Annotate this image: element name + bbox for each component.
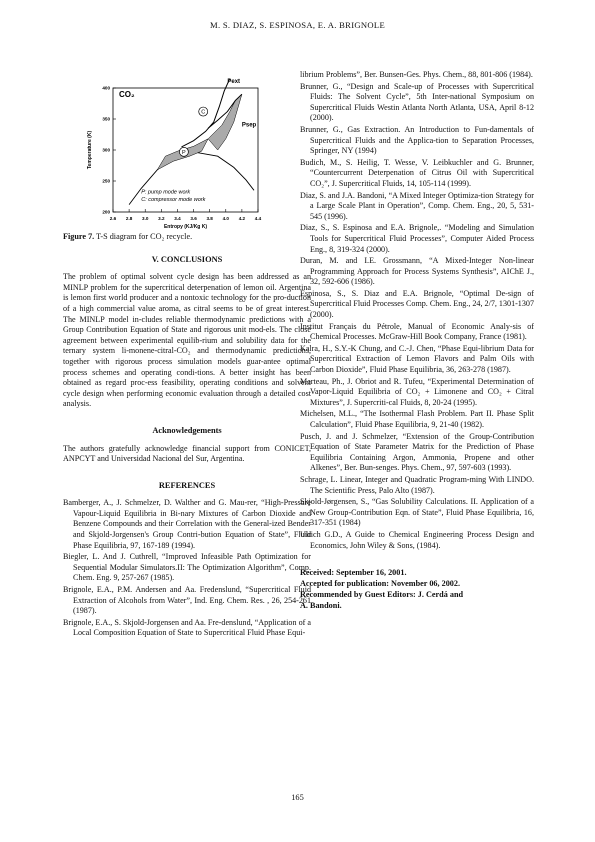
y-tick-label: 300 xyxy=(102,147,110,153)
running-header: M. S. DIAZ, S. ESPINOSA, E. A. BRIGNOLE xyxy=(210,20,385,30)
legend-compressor: C: compressor mode work xyxy=(141,196,206,203)
accepted-line: Accepted for publication: November 06, 2002. xyxy=(300,579,461,589)
reference-item: Pusch, J. and J. Schmelzer, “Extension of the Group-Contribution Equation of State Parameter Matrix for the Prediction of Phase Equilibria Containing Argon, Ammonia, Propene and other Alkenes”, Ber. Bun-senges. Phys. Chem., 97, 597-603 (1993). xyxy=(300,431,534,473)
reference-item: Biegler, L. And J. Cuthrell, “Improved Infeasible Path Optimization for Sequential Modular Simulators.II: The Optimization Algorithm”, Comp. Chem. Eng. 9, 257-267 (1985). xyxy=(63,552,311,583)
recommended-line: Recommended by Guest Editors: J. Cerdá and xyxy=(300,590,464,600)
x-tick-label: 2.6 xyxy=(109,216,117,221)
reference-item: Ulrich G.D., A Guide to Chemical Engineering Process Design and Economics, John Wiley & Sons, (1984). xyxy=(300,529,534,550)
y-tick-label: 350 xyxy=(102,116,110,122)
y-tick-label: 200 xyxy=(102,209,110,215)
reference-item: Brunner, G., “Design and Scale-up of Processes with Supercritical Fluids: The Solvent Cycle”, 5th Inter-national Symposium on Supercritical Fluids Westin Atlanta North Atlanta, USA, April 8-12 (2000). xyxy=(300,81,534,123)
x-tick-label: 3.2 xyxy=(158,216,165,221)
x-tick-label: 4.4 xyxy=(254,216,262,221)
page-number: 165 xyxy=(291,793,304,802)
ts-chart-svg xyxy=(63,70,311,230)
reference-item: Brignole, E.A., S. Skjold-Jorgensen and Aa. Fre-denslund, “Application of a Local Composition Equation of State to Supercritical Fluid Phase Equi- xyxy=(63,617,311,638)
x-tick-label: 3.8 xyxy=(206,216,213,221)
conclusions-heading: V. CONCLUSIONS xyxy=(151,254,223,264)
reference-item: librium Problems”, Ber. Bunsen-Ges. Phys. Chem., 88, 801-806 (1984). xyxy=(300,70,533,79)
figure-caption-text: T-S diagram for CO₂ recycle. xyxy=(94,232,193,241)
conclusions-text: The problem of optimal solvent cycle design has been addressed as an MINLP problem for the supercritical deterpenation of lemon oil. Argentina is lemon first world producer and a nontoxic technology for the pro-duction of a high commercial value aroma, as citral seems to be of great interest. The MINLP model in-cludes reliable thermodynamic predictions with a Group Contribution Equation of State and rigorous unit mod-els. The close agreement between experimental equilib-rium and solubility data for the ternary system li-monene-citral-CO₂ and thermodynamic predictions, together with rigorous process simulation models guar-antee optimal process schemes and operating condi-tions. A better insight has been obtained as regard proc-ess feasibility, operating conditions and solvent cycle design when performing economic evaluation through a detailed cost analysis. xyxy=(63,272,311,409)
c-label: C xyxy=(201,109,206,116)
reference-item: Marteau, Ph., J. Obriot and R. Tufeu, “Experimental Determination of Vapor-Liquid Equilibria of CO₂ + Limonene and CO₂ + Citral Mixtures”, J. Supercriti-cal Fluids, 8, 20-24 (1995). xyxy=(300,376,534,407)
reference-item: Budich, M., S. Heilig, T. Wesse, V. Leibkuchler and G. Brunner, “Countercurrent Deterpenation of Citrus Oil with Supercritical CO₂”, J. Supercritical Fluids, 14, 105-114 (1999). xyxy=(300,157,534,188)
reference-item: Espinosa, S., S. Diaz and E.A. Brignole, “Optimal De-sign of Supercritical Fluid Processes Comp. Chem. Eng., 24, 2/7, 1301-1307 (2000). xyxy=(300,288,534,320)
reference-item: Brignole, E.A., P.M. Andersen and Aa. Fredenslund, “Supercritical Fluid Extraction of Alcohols from Water”, Ind. Eng. Chem. Res. , 26, 254-261 (1987). xyxy=(63,585,311,616)
references-heading: REFERENCES xyxy=(158,480,216,490)
references-left xyxy=(63,498,311,639)
received-block xyxy=(300,567,534,611)
reference-item: Kalra, H., S.Y.-K Chung, and C.-J. Chen, “Phase Equi-librium Data for Supercritical Extraction of Lemon Flavors and Palm Oils with Carbon Dioxide”, Fluid Phase Equilibria, 36, 263-278 (1987). xyxy=(300,343,534,375)
p-label: P xyxy=(182,149,186,156)
received-line: Received: September 16, 2001. xyxy=(300,568,407,578)
right-column xyxy=(300,70,534,611)
x-tick-label: 2.8 xyxy=(125,216,133,221)
x-tick-label: 4.0 xyxy=(222,216,229,221)
y-axis-label: Temperature (K) xyxy=(87,130,93,170)
reference-item: Brunner, G., Gas Extraction. An Introduction to Fun-damentals of Supercritical Fluids and the Applica-tion to Separation Processes, Springer, NY (1994) xyxy=(300,124,534,156)
acknowledgements-text: The authors gratefully acknowledge financial support from CONICET, ANPCYT and Universidad Nacional del Sur, Argentina. xyxy=(63,443,311,464)
reference-item: Skjold-Jørgensen, S., “Gas Solubility Calculations. II. Application of a New Group-Contribution Eqn. of State”, Fluid Phase Equilibria, 16, 317-351 (1984) xyxy=(300,497,534,528)
legend-pump: P: pump mode work xyxy=(141,189,191,196)
pext-label: Pext xyxy=(227,79,241,86)
psep-label: Psep xyxy=(241,122,257,129)
recommended-line-2: A. Bandoni. xyxy=(300,601,342,611)
y-tick-label: 250 xyxy=(102,178,110,184)
x-tick-label: 4.2 xyxy=(238,216,246,221)
reference-item: Institut Français du Pétrole, Manual of Economic Analy-sis of Chemical Processes. McGraw-Hill Book Company, France (1981). xyxy=(300,321,534,342)
left-column xyxy=(63,70,311,640)
reference-item: Michelsen, M.L., “The Isothermal Flash Problem. Part II. Phase Split Calculation”, Fluid Phase Equilibria, 9, 21-40 (1982). xyxy=(300,409,534,429)
y-tick-label: 400 xyxy=(102,85,110,91)
x-axis-label: Entropy (KJ/Kg K) xyxy=(163,224,208,230)
references-right xyxy=(300,70,534,551)
x-tick-label: 3.6 xyxy=(190,216,197,221)
ts-diagram xyxy=(63,70,311,230)
reference-item: Bamberger, A., J. Schmelzer, D. Walther and G. Mau-rer, “High-Pressure Vapour-Liquid Equilibria in Bi-nary Mixtures of Carbon Dioxide and Benzene Compounds and their Correlation with the General-ized Bender and Skjold-Jorgensen's Group Contri-bution Equation of State”, Fluid Phase Equilibria, 97, 167-189 (1994). xyxy=(63,498,311,550)
acknowledgements-heading: Acknowledgements xyxy=(152,425,222,435)
reference-item: Schrage, L. Linear, Integer and Quadratic Program-ming With LINDO. The Scientific Press, Palo Alto (1987). xyxy=(300,474,534,495)
chart-title: CO₂ xyxy=(119,90,135,99)
reference-item: Diaz, S. and J.A. Bandoni, “A Mixed Integer Optimiza-tion Strategy for a Large Scale Plant in Operation”, Comp. Chem. Eng., 20, 5, 531-545 (1996). xyxy=(300,190,534,221)
figure-caption xyxy=(63,232,311,243)
x-tick-label: 3.0 xyxy=(142,216,149,221)
figure-caption-label: Figure 7. xyxy=(63,232,95,241)
reference-item: Diaz, S., S. Espinosa and E.A. Brignole,. “Modeling and Simulation Tools for Supercritical Fluid Processes”, Computer Aided Process Eng., 8, 319-324 (2000). xyxy=(300,223,534,254)
x-tick-label: 3.4 xyxy=(174,216,181,221)
reference-item: Duran, M. and I.E. Grossmann, “A Mixed-Integer Non-linear Programming Approach for Process Systems Synthesis”, AIChE J., 32, 592-606 (1986). xyxy=(300,256,534,287)
